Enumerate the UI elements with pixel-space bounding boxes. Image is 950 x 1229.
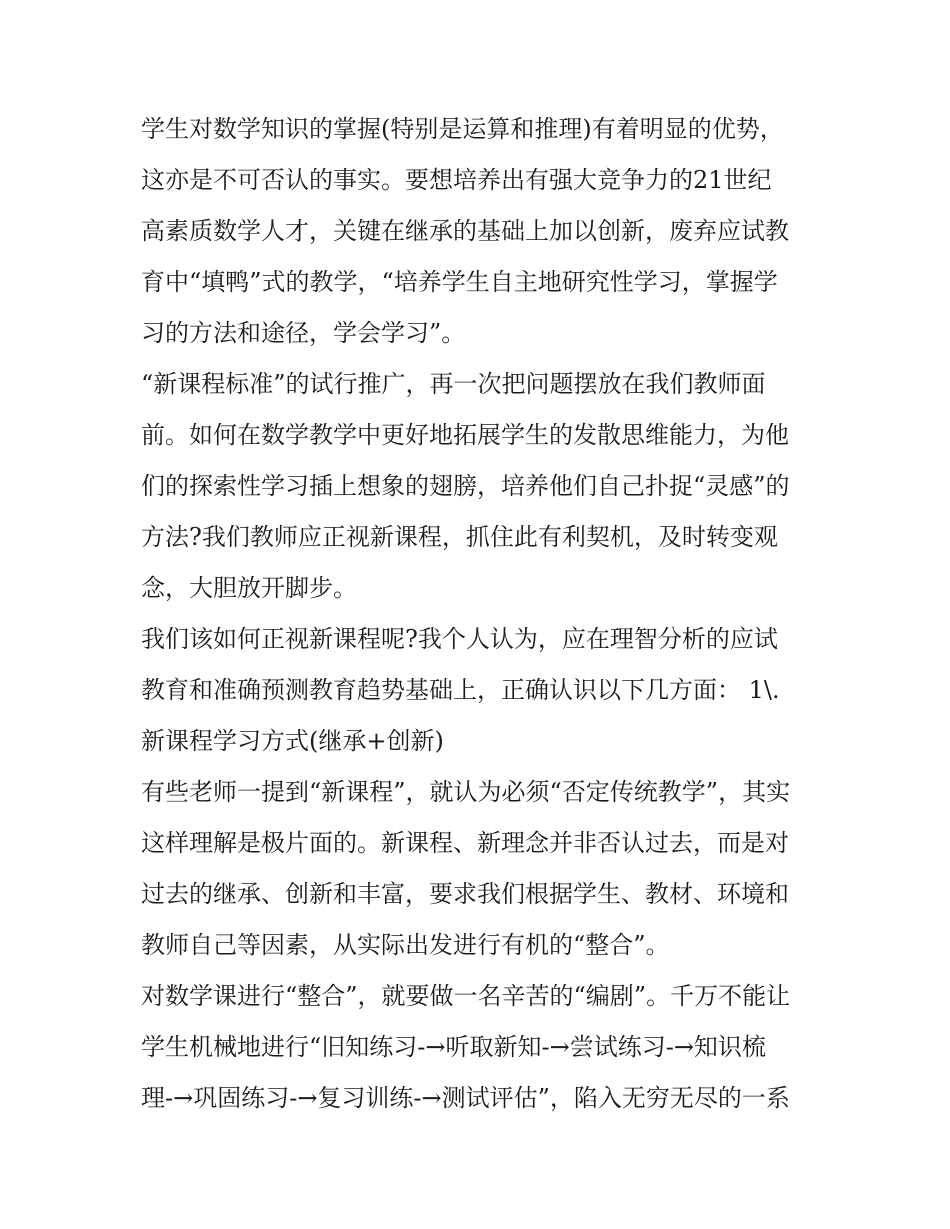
text-line-13: 新课程学习方式(继承+创新) — [141, 727, 444, 755]
text-line-11: 我们该如何正视新课程呢?我个人认为，应在理智分析的应试 — [141, 625, 778, 653]
text-line-19: 学生机械地进行“旧知练习-→听取新知-→尝试练习-→知识梳 — [141, 1033, 766, 1061]
text-line-10: 念，大胆放开脚步。 — [141, 574, 357, 602]
text-line-14: 有些老师一提到“新课程”，就认为必须“否定传统教学”，其实 — [141, 778, 791, 806]
text-line-17: 教师自己等因素，从实际出发进行有机的“整合”。 — [141, 931, 670, 959]
text-line-20: 理-→巩固练习-→复习训练-→测试评估”，陷入无穷无尽的一系 — [141, 1084, 790, 1112]
text-line-3: 高素质数学人才，关键在继承的基础上加以创新，废弃应试教 — [141, 217, 789, 245]
text-line-15: 这样理解是极片面的。新课程、新理念并非否认过去，而是对 — [141, 829, 789, 857]
text-line-5: 习的方法和途径，学会学习”。 — [141, 319, 466, 347]
text-line-6: “新课程标准”的试行推广，再一次把问题摆放在我们教师面 — [141, 370, 766, 398]
text-line-2: 这亦是不可否认的事实。要想培养出有强大竞争力的21世纪 — [141, 166, 772, 194]
text-line-4: 育中“填鸭”式的教学，“培养学生自主地研究性学习，掌握学 — [141, 268, 778, 296]
text-line-7: 前。如何在数学教学中更好地拓展学生的发散思维能力，为他 — [141, 421, 789, 449]
text-line-9: 方法?我们教师应正视新课程，抓住此有利契机，及时转变观 — [141, 523, 778, 551]
body-text — [141, 104, 821, 1124]
text-line-8: 们的探索性学习插上想象的翅膀，培养他们自己扑捉“灵感”的 — [141, 472, 790, 500]
text-line-18: 对数学课进行“整合”，就要做一名辛苦的“编剧”。千万不能让 — [141, 982, 791, 1010]
text-line-1: 学生对数学知识的掌握(特别是运算和推理)有着明显的优势， — [141, 115, 784, 143]
text-line-16: 过去的继承、创新和丰富，要求我们根据学生、教材、环境和 — [141, 880, 789, 908]
text-line-12: 教育和准确预测教育趋势基础上，正确认识以下几方面： 1\. — [141, 676, 780, 704]
